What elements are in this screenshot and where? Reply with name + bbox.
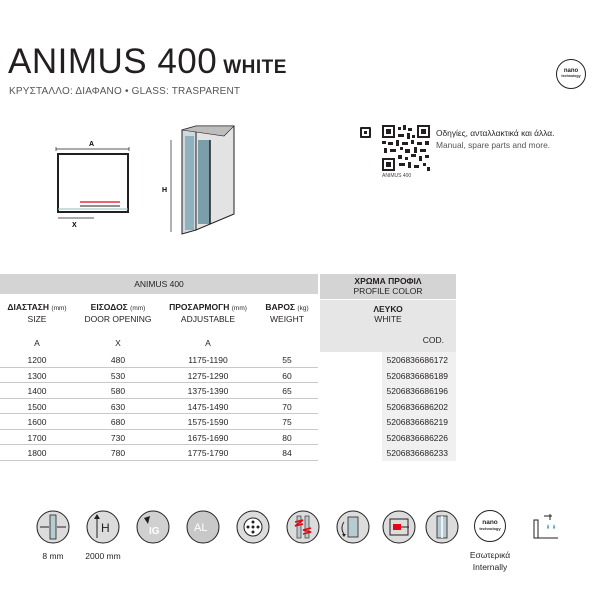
col-weight-gr: ΒΑΡΟΣ (265, 302, 296, 312)
cell-size: 1200 (27, 355, 47, 365)
title-color: WHITE (223, 57, 287, 78)
col-weight-en: WEIGHT (270, 314, 304, 324)
nano-badge-line2: technology (561, 74, 581, 78)
cell-door-opening: 730 (110, 432, 126, 443)
cell-size: 1700 (27, 432, 47, 443)
plan-label-x: X (72, 222, 77, 229)
cell-weight: 70 (282, 401, 292, 412)
height-glyph: H (101, 521, 110, 535)
color-header-gr: ΧΡΩΜΑ ΠΡΟΦΙΛ (354, 276, 422, 286)
magnetic-seal-icon (286, 510, 320, 544)
qr-text-greek: Οδηγίες, ανταλλακτικά και άλλα. (436, 128, 555, 138)
table-column-headers: ΔΙΑΣΤΑΣΗ (mm) SIZE A ΕΙΣΟΔΟΣ (mm) DOOR OPENING X ΠΡΟΣΑΡΜΟΓΗ (mm) ADJUSTABLE A ΒΑΡΟΣ (kg) WEIGHT (0, 302, 318, 352)
color-value-en: WHITE (374, 314, 402, 324)
nano-technology-icon (474, 510, 506, 542)
color-header (320, 274, 456, 299)
cell-cod: 5206836686196 (386, 386, 448, 396)
cell-cod: 5206836686219 (386, 417, 448, 427)
col-size-gr: ΔΙΑΣΤΑΣΗ (7, 302, 50, 312)
table-row (0, 352, 460, 368)
cell-adjustable: 1375-1390 (187, 386, 229, 396)
glass-subtitle: ΚΡΥΣΤΑΛΛΟ: ΔΙΑΦΑΝΟ • GLASS: TRASPARENT (9, 86, 241, 97)
table-row (0, 399, 460, 415)
table-row (0, 368, 460, 384)
cell-cod: 5206836686172 (386, 355, 448, 365)
qr-caption: ANIMUS 400 (382, 173, 412, 179)
qr-note (436, 127, 554, 151)
nano-label-gr: Εσωτερικά (469, 550, 511, 560)
cell-adjustable: 1475-1490 (187, 401, 229, 412)
col-door-letter: X (115, 338, 121, 348)
table-row (0, 430, 460, 446)
aluminium-icon (186, 510, 220, 544)
glass-thickness-label: 8 mm (42, 551, 64, 561)
nano-icon-line1: nano (482, 519, 498, 526)
cell-door-opening: 530 (110, 370, 126, 381)
col-adjustable-letter: A (205, 338, 211, 348)
title-main: ANIMUS 400 (8, 42, 218, 81)
table-body (0, 352, 460, 464)
cell-cod: 5206836686233 (386, 448, 448, 458)
qr-section (358, 125, 434, 173)
cell-weight: 60 (282, 370, 292, 381)
col-door-en: DOOR OPENING (84, 314, 152, 324)
cell-weight: 55 (282, 355, 292, 365)
col-door-gr: ΕΙΣΟΔΟΣ (90, 302, 128, 312)
cell-door-opening: 580 (110, 386, 126, 396)
col-size-en: SIZE (27, 314, 47, 324)
cell-adjustable: 1575-1590 (187, 417, 229, 427)
cell-adjustable: 1775-1790 (187, 448, 229, 458)
roller-icon (236, 510, 270, 544)
page-title (8, 42, 287, 88)
nano-technology-badge (556, 59, 586, 89)
table-row (0, 414, 460, 430)
cell-size: 1800 (27, 448, 47, 458)
cell-weight: 75 (282, 417, 292, 427)
col-adjustable-en: ADJUSTABLE (180, 314, 236, 324)
cell-door-opening: 780 (110, 448, 126, 458)
nano-label-en: Internally (472, 562, 508, 572)
al-glyph: AL (194, 522, 208, 534)
height-label: 2000 mm (85, 551, 121, 561)
col-size-letter: A (34, 338, 40, 348)
adjustable-profile-icon (382, 510, 416, 544)
ig-glass-icon (136, 510, 170, 544)
table-row (0, 445, 460, 461)
table-row (0, 383, 460, 399)
plan-diagram (50, 138, 140, 230)
cell-adjustable: 1175-1190 (188, 355, 228, 365)
cell-weight: 84 (282, 448, 292, 458)
table-group-header (0, 274, 318, 294)
cell-cod: 5206836686226 (386, 432, 448, 443)
cell-size: 1300 (27, 370, 47, 381)
cell-adjustable: 1275-1290 (187, 370, 229, 381)
cell-weight: 65 (282, 386, 292, 396)
glass-panel-icon (425, 510, 459, 544)
color-value (320, 300, 456, 327)
cod-label: COD. (422, 335, 444, 345)
reversible-door-icon (336, 510, 370, 544)
cell-door-opening: 630 (110, 401, 126, 412)
cell-door-opening: 480 (110, 355, 126, 365)
nano-badge-line1: nano (563, 68, 579, 74)
cell-door-opening: 680 (110, 417, 126, 427)
color-value-gr: ΛΕΥΚΟ (373, 304, 403, 314)
height-icon (86, 510, 120, 544)
cell-cod: 5206836686202 (386, 401, 448, 412)
qr-code-icon (382, 125, 430, 171)
ig-glyph: IG (149, 526, 160, 537)
cell-size: 1500 (27, 401, 47, 412)
table-group-title: ANIMUS 400 (134, 279, 184, 289)
cell-size: 1400 (27, 386, 47, 396)
plan-label-a: A (89, 141, 95, 148)
elevation-label-h: H (162, 187, 168, 194)
feature-icons (0, 505, 600, 585)
col-adjustable-gr: ΠΡΟΣΑΡΜΟΓΗ (169, 302, 230, 312)
cod-header (320, 327, 456, 352)
elevation-diagram (160, 122, 240, 238)
nano-icon-line2: technology (479, 526, 501, 531)
cell-weight: 80 (282, 432, 292, 443)
qr-text-english: Manual, spare parts and more. (436, 140, 551, 150)
glass-thickness-icon (36, 510, 70, 544)
cell-size: 1600 (27, 417, 47, 427)
cell-adjustable: 1675-1690 (187, 432, 229, 443)
water-repellent-icon (530, 510, 564, 544)
color-header-en: PROFILE COLOR (353, 286, 423, 296)
cell-cod: 5206836686189 (386, 370, 448, 381)
